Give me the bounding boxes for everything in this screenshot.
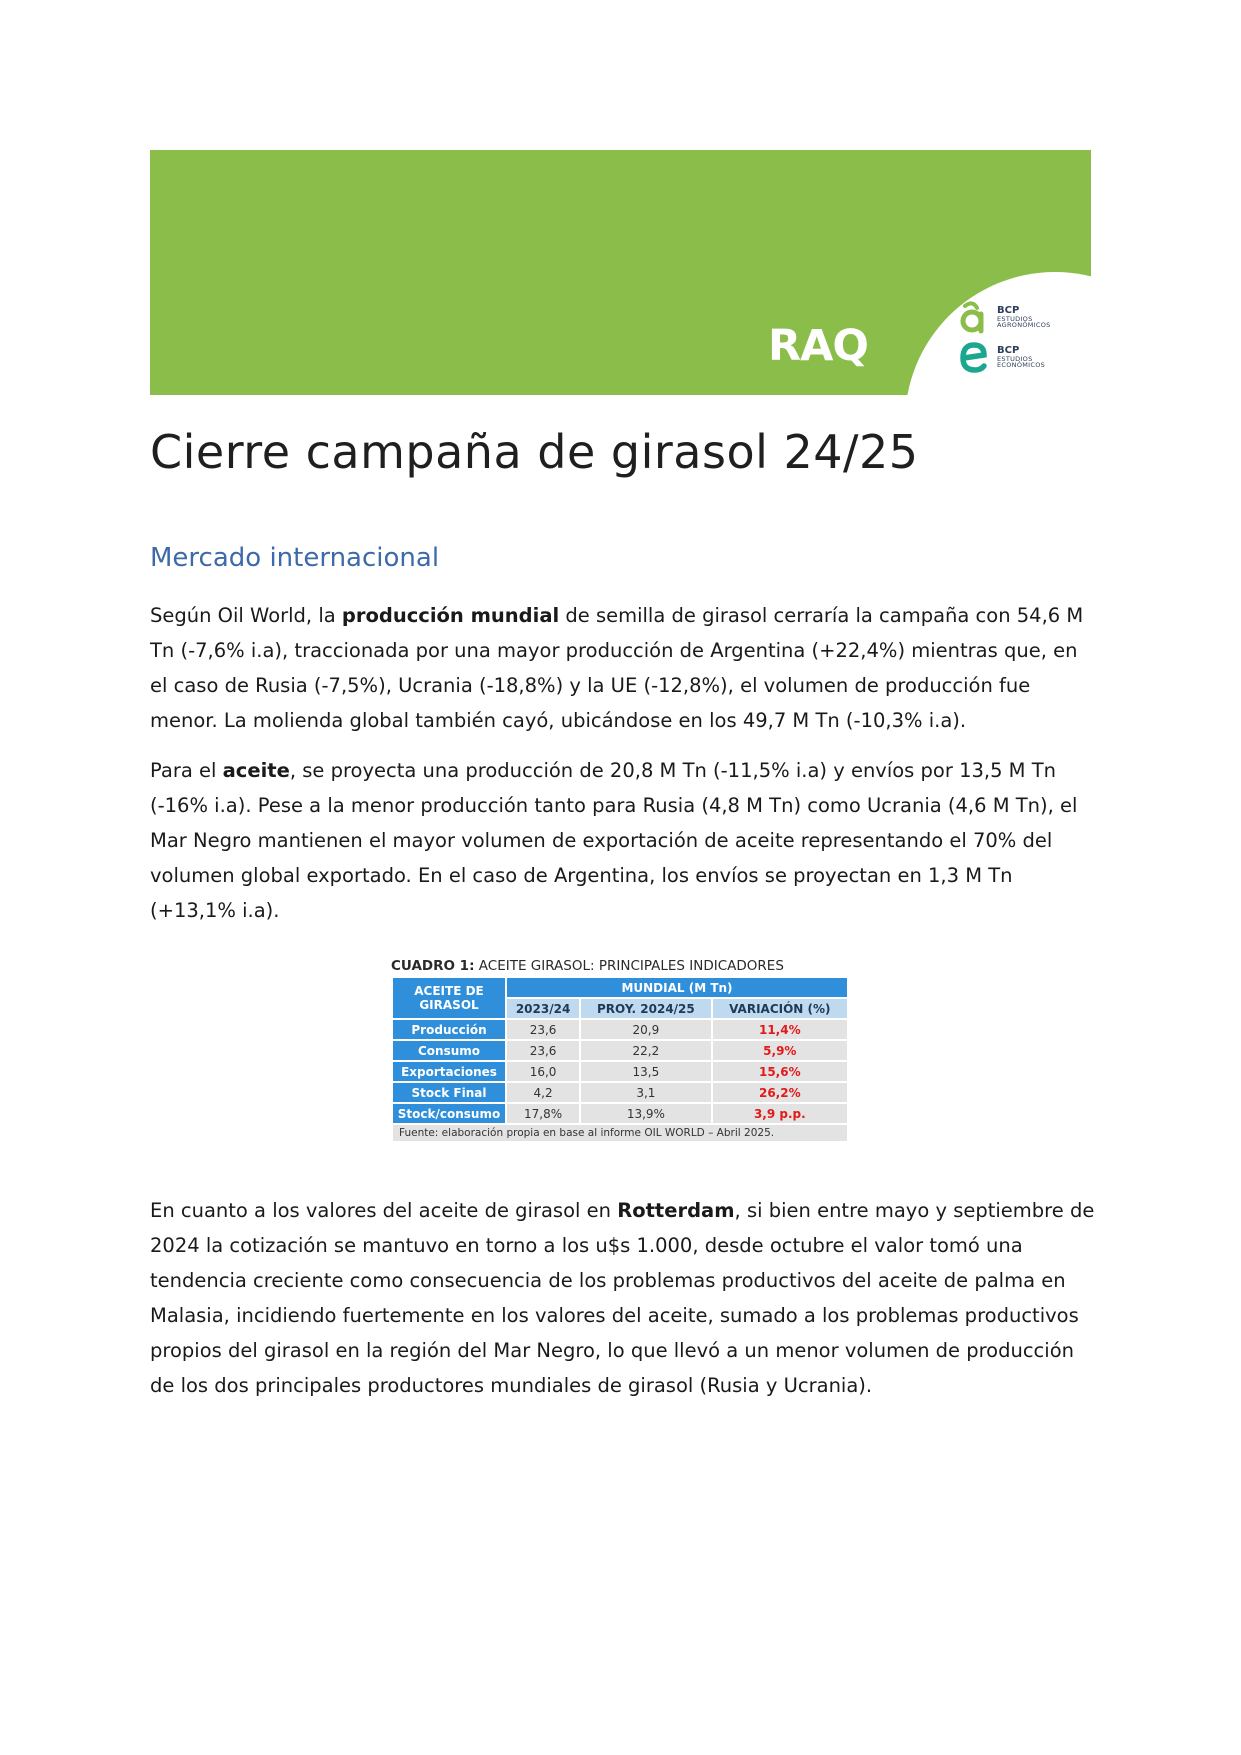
page-title: Cierre campaña de girasol 24/25: [150, 425, 919, 479]
logo-agronomicos-line1: ESTUDIOS: [997, 314, 1033, 323]
table-cell: 23,6: [507, 1020, 579, 1039]
table-source: Fuente: elaboración propia en base al informe OIL WORLD – Abril 2025.: [393, 1125, 847, 1141]
table-cell: 3,1: [581, 1083, 710, 1102]
p1-text-a: Según Oil World, la: [150, 604, 342, 627]
report-code: RAQ: [768, 321, 868, 371]
indicators-grid: [391, 976, 849, 1125]
table-cell: 13,5: [581, 1062, 710, 1081]
row-label: Consumo: [393, 1041, 505, 1060]
logo-bcp-economicos: [957, 340, 1045, 374]
row-label: Producción: [393, 1020, 505, 1039]
table-row: [393, 1104, 847, 1123]
table-caption-rest: ACEITE GIRASOL: PRINCIPALES INDICADORES: [474, 958, 784, 974]
column-header: PROY. 2024/25: [581, 999, 710, 1018]
row-label: Stock/consumo: [393, 1104, 505, 1123]
table-caption: [391, 956, 849, 976]
table-row: [393, 1083, 847, 1102]
table-cell: 17,8%: [507, 1104, 579, 1123]
logo-economicos-line2: ECONÓMICOS: [997, 361, 1046, 369]
row-header-cell: ACEITE DE GIRASOL: [393, 978, 505, 1018]
table-cell: 13,9%: [581, 1104, 710, 1123]
p2-text-c: , se proyecta una producción de 20,8 M Tn (-11,5% i.a) y envíos por 13,5 M Tn (-16% i.a). Pese a la menor producción tanto para Rusia (4,8 M Tn) como Ucrania (4,6 M Tn), el Mar Negro mantienen el mayor volumen de exportación de aceite representando el 70% del volumen global exportado. En el caso de Argentina, los envíos se proyectan en 1,3 M Tn (+13,1% i.a).: [150, 759, 1078, 922]
table-cell: 16,0: [507, 1062, 579, 1081]
section-heading: Mercado internacional: [150, 543, 440, 573]
p3-text-c: , si bien entre mayo y septiembre de 2024 la cotización se mantuvo en torno a los u$s 1.000, desde octubre el valor tomó una tendencia creciente como consecuencia de los problemas productivos del aceite de palma en Malasia, incidiendo fuertemente en los valores del aceite, sumado a los problemas productivos propios del girasol en la región del Mar Negro, lo que llevó a un menor volumen de producción de los dos principales productores mundiales de girasol (Rusia y Ucrania).: [150, 1199, 1095, 1397]
column-header: VARIACIÓN (%): [713, 999, 847, 1018]
table-cell: 22,2: [581, 1041, 710, 1060]
header-banner: [150, 150, 1091, 395]
bcp-agronomicos-icon: [957, 300, 991, 334]
logo-economicos-name: BCP: [997, 344, 1020, 356]
logo-area: [905, 272, 1091, 395]
variation-cell: 11,4%: [713, 1020, 847, 1039]
group-header-cell: MUNDIAL (M Tn): [507, 978, 847, 997]
paragraph-production: [150, 598, 1095, 738]
table-cell: 4,2: [507, 1083, 579, 1102]
table-cell: 20,9: [581, 1020, 710, 1039]
table-row: [393, 1020, 847, 1039]
table-header-row: [393, 978, 847, 997]
table-cell: 23,6: [507, 1041, 579, 1060]
p3-text-a: En cuanto a los valores del aceite de girasol en: [150, 1199, 618, 1222]
variation-cell: 5,9%: [713, 1041, 847, 1060]
table-row: [393, 1062, 847, 1081]
indicators-table: [391, 956, 849, 1164]
logo-agronomicos-line2: AGRONÓMICOS: [997, 321, 1051, 329]
p1-text-c: de semilla de girasol cerraría la campaña con 54,6 M Tn (-7,6% i.a), traccionada por una mayor producción de Argentina (+22,4%) mientras que, en el caso de Rusia (-7,5%), Ucrania (-18,8%) y la UE (-12,8%), el volumen de producción fue menor. La molienda global también cayó, ubicándose en los 49,7 M Tn (-10,3% i.a).: [150, 604, 1084, 732]
variation-cell: 26,2%: [713, 1083, 847, 1102]
logo-bcp-agronomicos: [957, 300, 1051, 334]
table-caption-bold: CUADRO 1:: [391, 958, 475, 974]
p1-bold: producción mundial: [341, 604, 560, 627]
logo-agronomicos-name: BCP: [997, 304, 1020, 316]
p2-text-a: Para el: [150, 759, 223, 782]
paragraph-rotterdam: [150, 1193, 1095, 1403]
variation-cell: 3,9 p.p.: [713, 1104, 847, 1123]
column-header: 2023/24: [507, 999, 579, 1018]
row-label: Exportaciones: [393, 1062, 505, 1081]
row-label: Stock Final: [393, 1083, 505, 1102]
variation-cell: 15,6%: [713, 1062, 847, 1081]
p2-bold: aceite: [222, 759, 290, 782]
logo-economicos-text: [997, 346, 1045, 369]
table-row: [393, 1041, 847, 1060]
logo-economicos-line1: ESTUDIOS: [997, 354, 1033, 363]
logo-agronomicos-text: [997, 306, 1051, 329]
paragraph-oil: [150, 753, 1095, 928]
bcp-economicos-icon: [957, 340, 991, 374]
p3-bold: Rotterdam: [617, 1199, 735, 1222]
